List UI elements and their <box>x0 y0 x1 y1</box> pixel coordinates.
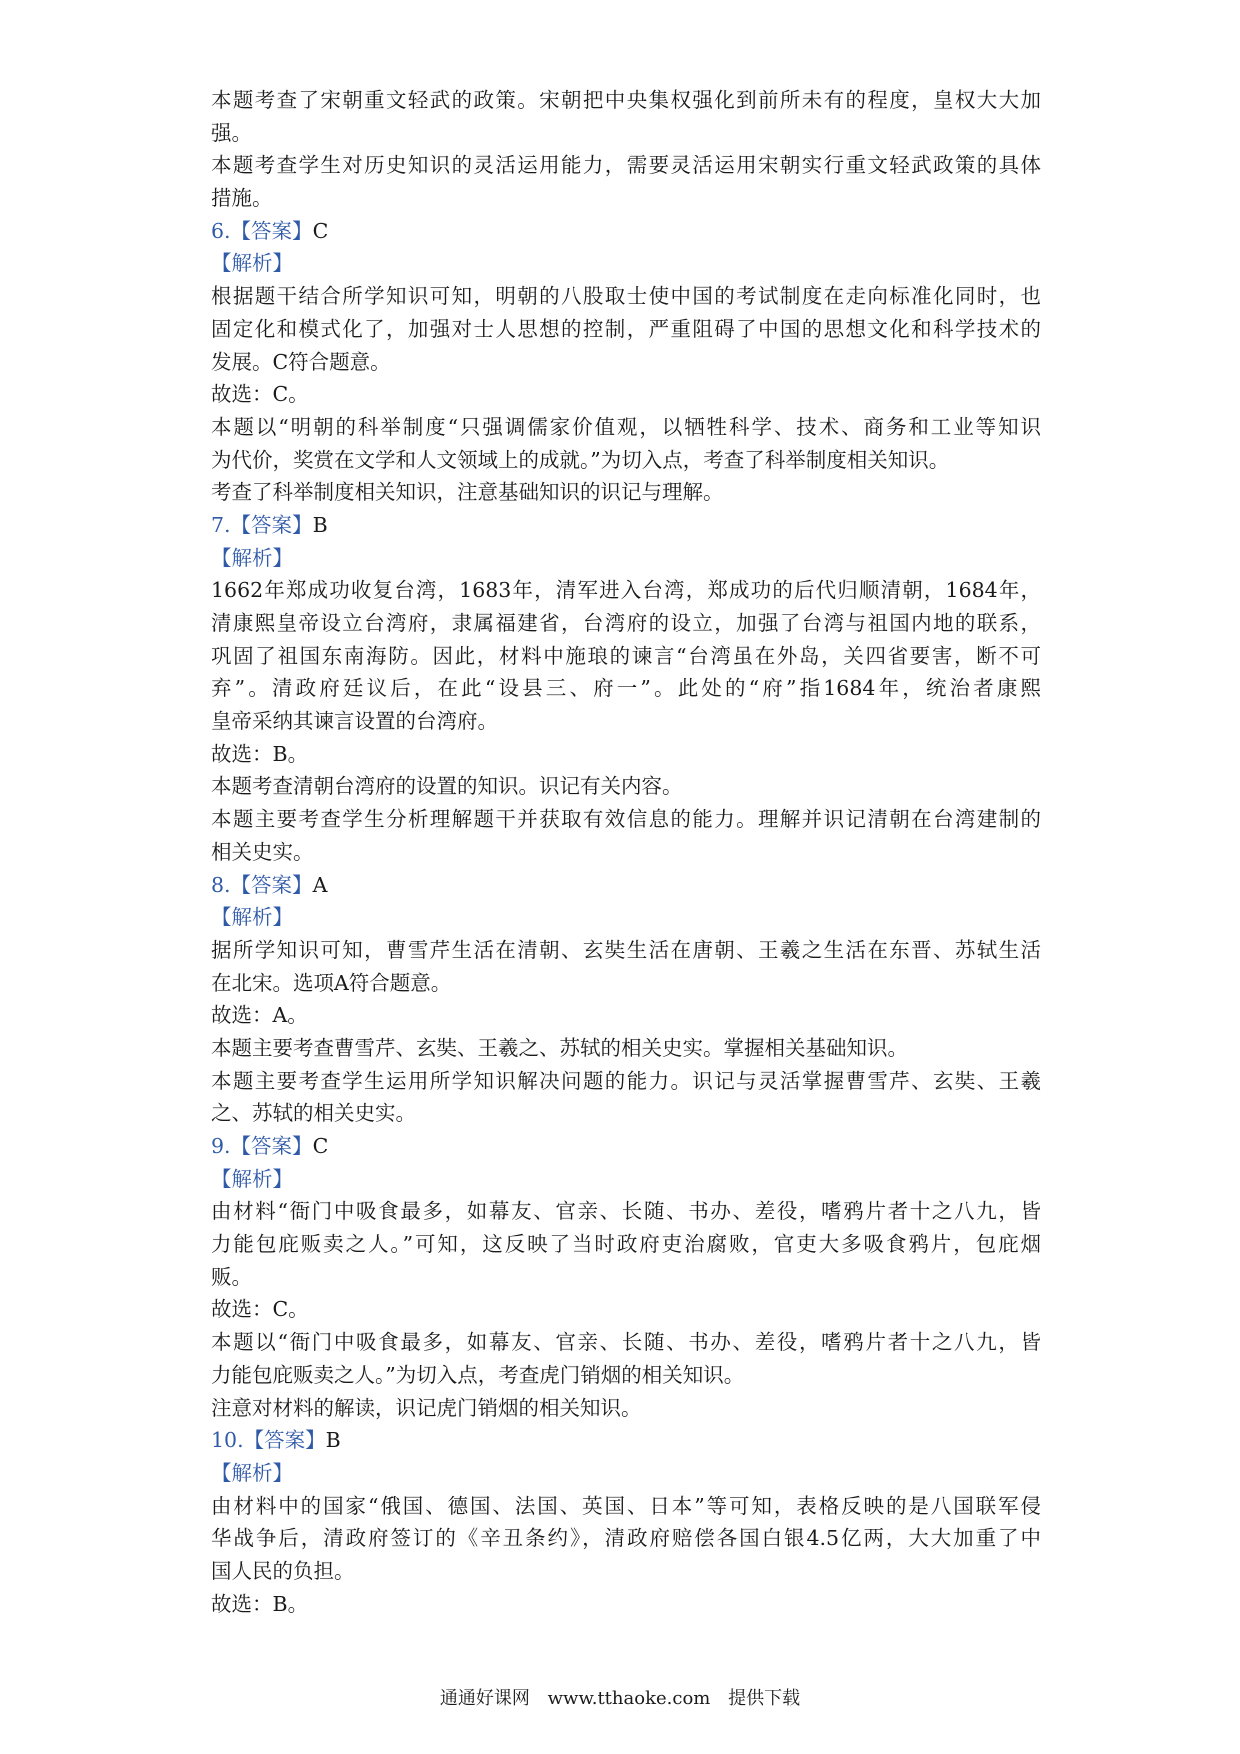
text-line: 在北宋。选项A符合题意。 <box>211 970 452 995</box>
text-line: 本题主要考查学生运用所学知识解决问题的能力。识记与灵活掌握曹雪芹、玄奘、王羲 <box>211 1068 1041 1093</box>
text-line: 之、苏轼的相关史实。 <box>211 1101 416 1126</box>
text-line: 本题以“明朝的科举制度“只强调儒家价值观，以牺牲科学、技术、商务和工业等知识 <box>211 414 1041 439</box>
text-line: 注意对材料的解读，识记虎门销烟的相关知识。 <box>211 1395 642 1420</box>
text-line: 考查了科举制度相关知识，注意基础知识的识记与理解。 <box>211 480 724 505</box>
text-line: 本题考查清朝台湾府的设置的知识。识记有关内容。 <box>211 774 683 799</box>
answer-letter: B <box>325 1428 341 1453</box>
text-line: 本题主要考查学生分析理解题干并获取有效信息的能力。理解并识记清朝在台湾建制的 <box>211 807 1041 832</box>
answer-letter: A <box>312 872 328 897</box>
text-line: 国人民的负担。 <box>211 1558 355 1583</box>
analysis-heading: 【解析】 <box>211 905 293 930</box>
text-line: 为代价，奖赏在文学和人文领域上的成就。”为切入点，考查了科举制度相关知识。 <box>211 447 950 472</box>
analysis-heading: 【解析】 <box>211 251 293 276</box>
answer-letter: C <box>312 1134 329 1158</box>
answer-label: 6.【答案】 <box>211 218 313 243</box>
text-line: 相关史实。 <box>211 839 314 864</box>
page-footer <box>0 1684 1240 1710</box>
text-line: 华战争后，清政府签订的《辛丑条约》，清政府赔偿各国白银4.5亿两，大大加重了中 <box>211 1526 1041 1551</box>
answer-line <box>211 509 1041 542</box>
answer-label: 7.【答案】 <box>211 512 313 537</box>
analysis-heading: 【解析】 <box>211 545 293 570</box>
text-line: 根据题干结合所学知识可知，明朝的八股取士使中国的考试制度在走向标准化同时，也 <box>211 284 1041 309</box>
analysis-heading: 【解析】 <box>211 1166 293 1191</box>
text-line: 本题主要考查曹雪芹、玄奘、王羲之、苏轼的相关史实。掌握相关基础知识。 <box>211 1035 908 1060</box>
text-line: 巩固了祖国东南海防。因此，材料中施琅的谏言“台湾虽在外岛，关四省要害，断不可 <box>211 643 1041 668</box>
text-line: 贩。 <box>211 1264 252 1289</box>
text-line: 本题考查学生对历史知识的灵活运用能力，需要灵活运用宋朝实行重文轻武政策的具体 <box>211 153 1041 178</box>
text-line: 发展。C符合题意。 <box>211 349 391 374</box>
text-line: 力能包庇贩卖之人。”为切入点，考查虎门销烟的相关知识。 <box>211 1362 745 1387</box>
answer-line <box>211 869 1041 902</box>
text-line: 由材料“衙门中吸食最多，如幕友、官亲、长随、书办、差役，嗜鸦片者十之八九，皆 <box>211 1199 1041 1224</box>
text-line: 措施。 <box>211 186 273 211</box>
answer-label: 9.【答案】 <box>211 1134 313 1158</box>
answer-line <box>211 1130 1041 1163</box>
text-line: 强。 <box>211 120 252 145</box>
text-line: 故选：B。 <box>211 1591 309 1616</box>
text-line: 故选：C。 <box>211 382 309 407</box>
analysis-heading: 【解析】 <box>211 1460 293 1485</box>
text-line: 清康熙皇帝设立台湾府，隶属福建省，台湾府的设立，加强了台湾与祖国内地的联系， <box>211 611 1041 635</box>
footer-note: 提供下载 <box>728 1688 801 1709</box>
answer-line <box>211 1424 1041 1457</box>
answer-letter: B <box>312 512 328 537</box>
text-line: 1662年郑成功收复台湾，1683年，清军进入台湾，郑成功的后代归顺清朝，1684年， <box>211 578 1041 603</box>
footer-site-name: 通通好课网 <box>439 1688 530 1709</box>
text-line: 据所学知识可知，曹雪芹生活在清朝、玄奘生活在唐朝、王羲之生活在东晋、苏轼生活 <box>211 937 1041 962</box>
footer-url: www.tthaoke.com <box>547 1688 711 1709</box>
answer-label: 10.【答案】 <box>211 1428 326 1453</box>
answer-letter: C <box>312 218 329 243</box>
answer-label: 8.【答案】 <box>211 872 313 897</box>
text-line: 本题以“衙门中吸食最多，如幕友、官亲、长随、书办、差役，嗜鸦片者十之八九，皆 <box>211 1330 1041 1355</box>
text-line: 本题考查了宋朝重文轻武的政策。宋朝把中央集权强化到前所未有的程度，皇权大大加 <box>211 88 1041 112</box>
text-line: 故选：B。 <box>211 741 309 766</box>
text-line: 力能包庇贩卖之人。”可知，这反映了当时政府吏治腐败，官吏大多吸食鸦片，包庇烟 <box>211 1232 1041 1257</box>
document-body <box>211 84 1041 1620</box>
text-line: 皇帝采纳其谏言设置的台湾府。 <box>211 709 498 734</box>
text-line: 弃”。清政府廷议后，在此“设县三、府一”。此处的“府”指1684年，统治者康熙 <box>211 676 1041 701</box>
answer-line <box>211 215 1041 248</box>
text-line: 故选：C。 <box>211 1297 309 1322</box>
text-line: 故选：A。 <box>211 1003 308 1028</box>
text-line: 固定化和模式化了，加强对士人思想的控制，严重阻碍了中国的思想文化和科学技术的 <box>211 316 1041 341</box>
text-line: 由材料中的国家“俄国、德国、法国、英国、日本”等可知，表格反映的是八国联军侵 <box>211 1493 1041 1518</box>
